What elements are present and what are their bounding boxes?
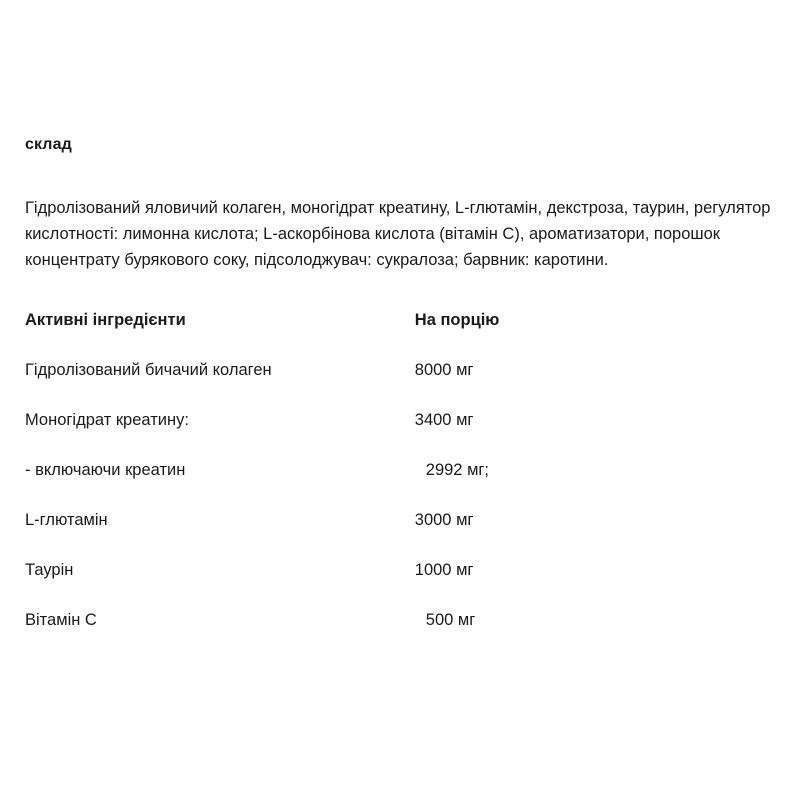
ingredient-name: Моногідрат креатину: bbox=[25, 411, 189, 429]
table-row bbox=[25, 460, 665, 510]
table-body bbox=[25, 360, 665, 660]
ingredient-amount: 500 мг bbox=[425, 611, 476, 629]
ingredient-name: L-глютамін bbox=[25, 511, 108, 529]
section-heading-composition: склад bbox=[25, 136, 72, 153]
table-row bbox=[25, 510, 665, 560]
ingredient-name: - включаючи креатин bbox=[25, 461, 186, 479]
ingredients-list-text: Гідролізований яловичий колаген, моногідрат креатину, L-глютамін, декстроза, таурин, регулятор кислотності: лимонна кислота; L-аскорбінова кислота (вітамін С), ароматизатори, порошок концентрату бурякового соку, підсолоджувач: сукралоза; барвник: каротини. bbox=[25, 198, 771, 269]
active-ingredients-table bbox=[25, 310, 665, 660]
ingredient-amount: 2992 мг; bbox=[425, 461, 490, 479]
table-row bbox=[25, 360, 665, 410]
ingredient-amount: 3400 мг bbox=[414, 411, 474, 429]
table-row bbox=[25, 610, 665, 660]
table-row bbox=[25, 410, 665, 460]
ingredient-amount: 1000 мг bbox=[414, 561, 474, 579]
ingredient-name: Вітамін C bbox=[25, 611, 97, 629]
ingredient-amount: 8000 мг bbox=[414, 361, 474, 379]
ingredient-name: Таурін bbox=[25, 561, 74, 579]
table-header bbox=[25, 310, 665, 360]
table-header-row bbox=[25, 310, 665, 360]
ingredient-amount: 3000 мг bbox=[414, 511, 474, 529]
column-header-ingredient: Активні інгредієнти bbox=[25, 311, 186, 329]
column-header-per-serving: На порцію bbox=[414, 311, 500, 329]
table-row bbox=[25, 560, 665, 610]
ingredient-name: Гідролізований бичачий колаген bbox=[25, 361, 272, 379]
